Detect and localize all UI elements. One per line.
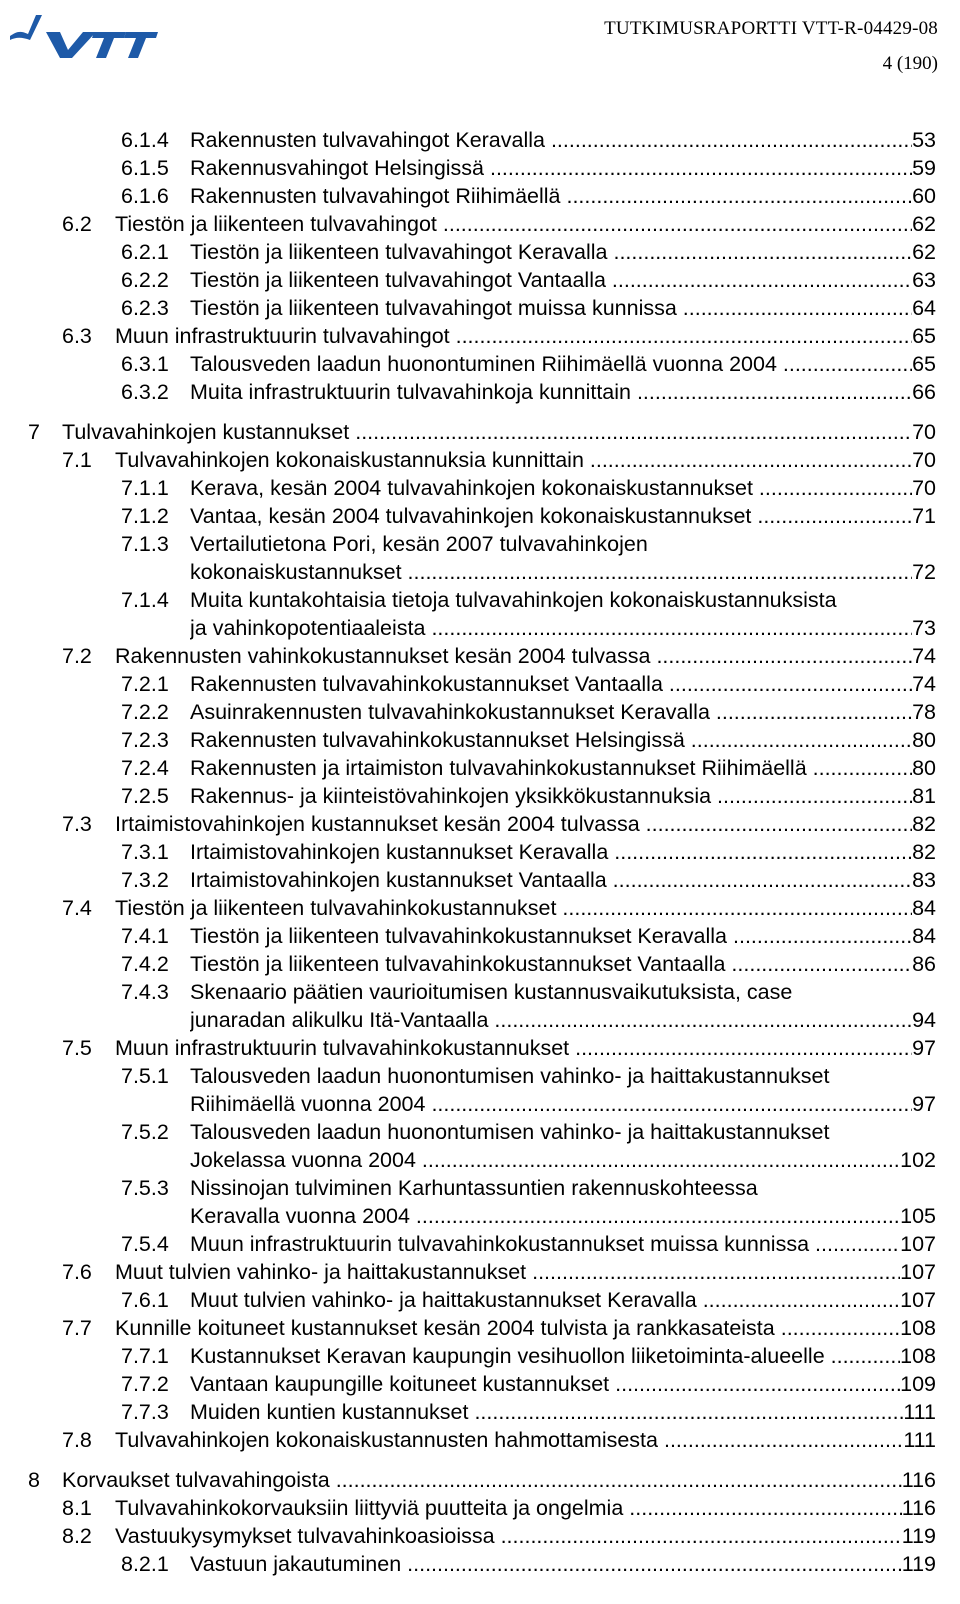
toc-entry-number: 7.6: [62, 1260, 92, 1284]
toc-entry-number: 7.2.2: [121, 700, 169, 724]
toc-entry-page: 102: [900, 1148, 936, 1172]
toc-entry[interactable]: [0, 950, 936, 978]
toc-entry-title-line1: Vertailutietona Pori, kesän 2007 tulvavahinkojen: [190, 532, 648, 556]
toc-entry[interactable]: [0, 838, 936, 866]
toc-entry-page: 83: [912, 868, 936, 892]
toc-entry-page: 86: [912, 952, 936, 976]
toc-entry-page: 105: [900, 1204, 936, 1228]
toc-entry[interactable]: [0, 810, 936, 838]
toc-entry-page: 70: [912, 420, 936, 444]
toc-entry-page: 72: [912, 560, 936, 584]
toc-entry-number: 8.1: [62, 1496, 92, 1520]
vtt-logo: [8, 10, 158, 60]
toc-entry-title: Tulvavahinkojen kokonaiskustannuksia kunnittain .....: [115, 446, 912, 474]
toc-entry-page: 107: [900, 1288, 936, 1312]
toc-entry-title: Tiestön ja liikenteen tulvavahingot .....: [115, 210, 912, 238]
toc-entry-page: 70: [912, 448, 936, 472]
toc-entry[interactable]: [0, 126, 936, 154]
toc-entry-number: 7.5.4: [121, 1232, 169, 1256]
toc-entry[interactable]: [0, 446, 936, 474]
toc-entry-continuation[interactable]: [0, 1090, 936, 1118]
toc-entry-number: 7.3.2: [121, 868, 169, 892]
toc-entry-title: Rakennusten vahinkokustannukset kesän 2004 tulvassa .....: [115, 642, 912, 670]
toc-entry[interactable]: [0, 1426, 936, 1454]
toc-entry[interactable]: [0, 530, 936, 558]
toc-entry-number: 6.2.2: [121, 268, 169, 292]
toc-entry-page: 84: [912, 924, 936, 948]
toc-entry-page: 94: [912, 1008, 936, 1032]
toc-entry-number: 7.2.3: [121, 728, 169, 752]
toc-entry-page: 65: [912, 324, 936, 348]
toc-entry[interactable]: [0, 502, 936, 530]
toc-entry-page: 82: [912, 840, 936, 864]
toc-entry[interactable]: [0, 1370, 936, 1398]
toc-entry-title: Irtaimistovahinkojen kustannukset Keravalla .....: [190, 838, 912, 866]
toc-entry-title: Tiestön ja liikenteen tulvavahingot muissa kunnissa .....: [190, 294, 912, 322]
toc-entry-title: Tulvavahinkojen kustannukset .....: [62, 418, 912, 446]
toc-entry-number: 7.2.1: [121, 672, 169, 696]
toc-entry-title: Muun infrastruktuurin tulvavahinkokustannukset muissa kunnissa .....: [190, 1230, 900, 1258]
toc-entry-page: 62: [912, 212, 936, 236]
toc-entry[interactable]: [0, 782, 936, 810]
toc-entry-title: Tiestön ja liikenteen tulvavahingot Vantaalla .....: [190, 266, 912, 294]
toc-entry-title-line1: Talousveden laadun huonontumisen vahinko- ja haittakustannukset: [190, 1064, 830, 1088]
toc-entry-title: Muun infrastruktuurin tulvavahingot .....: [115, 322, 912, 350]
toc-entry-title: Korvaukset tulvavahingoista .....: [62, 1466, 902, 1494]
page-number: 4 (190): [882, 53, 938, 74]
toc-entry-number: 7.7.2: [121, 1372, 169, 1396]
toc-entry-number: 7.8: [62, 1428, 92, 1452]
toc-entry-page: 62: [912, 240, 936, 264]
toc-entry-title: Tulvavahinkojen kokonaiskustannusten hahmottamisesta .....: [115, 1426, 903, 1454]
toc-entry[interactable]: [0, 698, 936, 726]
toc-entry[interactable]: [0, 978, 936, 1006]
toc-entry-title-line1: Talousveden laadun huonontumisen vahinko- ja haittakustannukset: [190, 1120, 830, 1144]
toc-entry-number: 6.2: [62, 212, 92, 236]
toc-entry-number: 7.5: [62, 1036, 92, 1060]
toc-entry-number: 7.7: [62, 1316, 92, 1340]
toc-entry-page: 53: [912, 128, 936, 152]
toc-entry-title: Tiestön ja liikenteen tulvavahingot Keravalla .....: [190, 238, 912, 266]
toc-entry-number: 7: [28, 420, 40, 444]
report-id: TUTKIMUSRAPORTTI VTT-R-04429-08: [604, 18, 938, 39]
toc-entry-title: Vastuun jakautuminen .....: [190, 1550, 902, 1578]
toc-entry[interactable]: [0, 670, 936, 698]
toc-entry-number: 6.1.6: [121, 184, 169, 208]
toc-entry[interactable]: [0, 418, 936, 446]
toc-entry-number: 7.1.2: [121, 504, 169, 528]
toc-entry-page: 107: [900, 1232, 936, 1256]
toc-entry-page: 66: [912, 380, 936, 404]
toc-entry-title: Kustannukset Keravan kaupungin vesihuollon liiketoiminta-alueelle .....: [190, 1342, 900, 1370]
toc-entry-page: 65: [912, 352, 936, 376]
toc-entry-page: 70: [912, 476, 936, 500]
toc-entry[interactable]: [0, 894, 936, 922]
toc-entry[interactable]: [0, 642, 936, 670]
toc-entry-number: 8.2.1: [121, 1552, 169, 1576]
toc-entry-title: Keravalla vuonna 2004 .....: [190, 1202, 900, 1230]
toc-entry-title: Irtaimistovahinkojen kustannukset kesän 2004 tulvassa .....: [115, 810, 912, 838]
toc-entry-title: Muut tulvien vahinko- ja haittakustannukset .....: [115, 1258, 900, 1286]
toc-entry-number: 7.4: [62, 896, 92, 920]
toc-entry-page: 111: [903, 1428, 936, 1452]
toc-entry[interactable]: [0, 350, 936, 378]
toc-entry[interactable]: [0, 1062, 936, 1090]
toc-entry[interactable]: [0, 1258, 936, 1286]
toc-entry-title: Muun infrastruktuurin tulvavahinkokustannukset .....: [115, 1034, 912, 1062]
toc-entry-title: Tiestön ja liikenteen tulvavahinkokustannukset Keravalla .....: [190, 922, 912, 950]
toc-entry-number: 7.1.1: [121, 476, 169, 500]
toc-entry-number: 7.1.3: [121, 532, 169, 556]
toc-entry-page: 97: [912, 1036, 936, 1060]
toc-entry-number: 6.3.2: [121, 380, 169, 404]
toc-entry-page: 63: [912, 268, 936, 292]
toc-entry-page: 116: [901, 1468, 936, 1492]
toc-entry[interactable]: [0, 182, 936, 210]
toc-entry-page: 80: [912, 728, 936, 752]
toc-entry-number: 7.2.5: [121, 784, 169, 808]
toc-entry-title: Vastuukysymykset tulvavahinkoasioissa .....: [115, 1522, 902, 1550]
toc-entry[interactable]: [0, 1230, 936, 1258]
toc-entry-page: 81: [912, 784, 936, 808]
toc-entry-title: Jokelassa vuonna 2004 .....: [190, 1146, 900, 1174]
toc-entry-number: 7.1.4: [121, 588, 169, 612]
toc-entry-number: 7.5.2: [121, 1120, 169, 1144]
toc-entry-title: Rakennusten tulvavahingot Riihimäellä .....: [190, 182, 912, 210]
toc-entry-number: 7.3.1: [121, 840, 169, 864]
toc-entry-continuation[interactable]: [0, 1202, 936, 1230]
toc-entry-page: 119: [901, 1552, 936, 1576]
toc-entry[interactable]: [0, 1466, 936, 1494]
toc-entry[interactable]: [0, 1174, 936, 1202]
toc-entry[interactable]: [0, 1342, 936, 1370]
toc-entry[interactable]: [0, 210, 936, 238]
toc-entry-title: Vantaa, kesän 2004 tulvavahinkojen kokonaiskustannukset .....: [190, 502, 912, 530]
toc-entry-page: 73: [912, 616, 936, 640]
toc-entry-number: 6.2.1: [121, 240, 169, 264]
toc-entry-title: Rakennusten tulvavahingot Keravalla .....: [190, 126, 912, 154]
toc-entry-number: 7.1: [62, 448, 92, 472]
toc-entry-number: 6.3.1: [121, 352, 169, 376]
toc-entry-number: 6.3: [62, 324, 92, 348]
toc-entry[interactable]: [0, 754, 936, 782]
toc-entry-title: Riihimäellä vuonna 2004 .....: [190, 1090, 912, 1118]
toc-entry[interactable]: [0, 1314, 936, 1342]
toc-entry-number: 7.4.3: [121, 980, 169, 1004]
toc-entry-title: Rakennus- ja kiinteistövahinkojen yksikkökustannuksia .....: [190, 782, 912, 810]
toc-entry-title: Muiden kuntien kustannukset .....: [190, 1398, 903, 1426]
toc-entry[interactable]: [0, 322, 936, 350]
toc-entry-title: Irtaimistovahinkojen kustannukset Vantaalla .....: [190, 866, 912, 894]
toc-entry[interactable]: [0, 1494, 936, 1522]
toc-entry-number: 7.5.3: [121, 1176, 169, 1200]
toc-entry[interactable]: [0, 378, 936, 406]
toc-entry[interactable]: [0, 266, 936, 294]
toc-entry-title: Tulvavahinkokorvauksiin liittyviä puutteita ja ongelmia .....: [115, 1494, 902, 1522]
toc-entry-number: 8: [28, 1468, 40, 1492]
toc-entry-page: 108: [900, 1316, 936, 1340]
toc-entry-number: 7.3: [62, 812, 92, 836]
toc-entry-number: 6.2.3: [121, 296, 169, 320]
toc-entry-title-line1: Skenaario päätien vaurioitumisen kustannusvaikutuksista, case: [190, 980, 793, 1004]
toc-entry[interactable]: [0, 1118, 936, 1146]
toc-entry[interactable]: [0, 154, 936, 182]
toc-entry-page: 119: [901, 1524, 936, 1548]
toc-entry[interactable]: [0, 294, 936, 322]
toc-entry-page: 116: [901, 1496, 936, 1520]
toc-entry-title: Kunnille koituneet kustannukset kesän 2004 tulvista ja rankkasateista .....: [115, 1314, 900, 1342]
toc-entry[interactable]: [0, 1522, 936, 1550]
toc-entry-page: 80: [912, 756, 936, 780]
toc-entry-number: 7.2.4: [121, 756, 169, 780]
toc-entry-title: Asuinrakennusten tulvavahinkokustannukset Keravalla .....: [190, 698, 912, 726]
toc-entry-number: 8.2: [62, 1524, 92, 1548]
toc-entry-title-line1: Nissinojan tulviminen Karhuntassuntien rakennuskohteessa: [190, 1176, 758, 1200]
toc-entry[interactable]: [0, 586, 936, 614]
toc-entry-title: Kerava, kesän 2004 tulvavahinkojen kokonaiskustannukset .....: [190, 474, 912, 502]
toc-entry-page: 111: [903, 1400, 936, 1424]
toc-entry-page: 97: [912, 1092, 936, 1116]
toc-entry[interactable]: [0, 1286, 936, 1314]
toc-entry[interactable]: [0, 1550, 936, 1578]
toc-entry-title: kokonaiskustannukset .....: [190, 558, 912, 586]
toc-entry-continuation[interactable]: [0, 1006, 936, 1034]
toc-entry-page: 71: [912, 504, 936, 528]
toc-entry-number: 7.5.1: [121, 1064, 169, 1088]
toc-entry[interactable]: [0, 238, 936, 266]
table-of-contents: [0, 126, 960, 1578]
toc-entry[interactable]: [0, 866, 936, 894]
toc-entry-number: 7.4.1: [121, 924, 169, 948]
toc-entry-title: Rakennusvahingot Helsingissä .....: [190, 154, 912, 182]
toc-entry-number: 6.1.5: [121, 156, 169, 180]
toc-entry-number: 7.2: [62, 644, 92, 668]
toc-entry-page: 74: [912, 644, 936, 668]
toc-entry[interactable]: [0, 922, 936, 950]
toc-entry-page: 82: [912, 812, 936, 836]
toc-entry-title: Talousveden laadun huonontuminen Riihimäellä vuonna 2004 .....: [190, 350, 912, 378]
toc-entry-title: Tiestön ja liikenteen tulvavahinkokustannukset Vantaalla .....: [190, 950, 912, 978]
toc-entry-continuation[interactable]: [0, 614, 936, 642]
toc-entry-title: Rakennusten tulvavahinkokustannukset Vantaalla .....: [190, 670, 912, 698]
toc-entry-number: 7.6.1: [121, 1288, 169, 1312]
toc-entry-page: 107: [900, 1260, 936, 1284]
toc-entry-page: 108: [900, 1344, 936, 1368]
toc-entry-title: Tiestön ja liikenteen tulvavahinkokustannukset .....: [115, 894, 912, 922]
toc-entry-number: 7.7.1: [121, 1344, 169, 1368]
toc-entry-title: Muita infrastruktuurin tulvavahinkoja kunnittain .....: [190, 378, 912, 406]
toc-entry-title-line1: Muita kuntakohtaisia tietoja tulvavahinkojen kokonaiskustannuksista: [190, 588, 837, 612]
toc-entry-page: 78: [912, 700, 936, 724]
toc-entry-title: Muut tulvien vahinko- ja haittakustannukset Keravalla .....: [190, 1286, 900, 1314]
toc-entry-continuation[interactable]: [0, 558, 936, 586]
toc-entry[interactable]: [0, 474, 936, 502]
toc-entry-continuation[interactable]: [0, 1146, 936, 1174]
toc-entry-title: Rakennusten ja irtaimiston tulvavahinkokustannukset Riihimäellä .....: [190, 754, 912, 782]
toc-entry-page: 84: [912, 896, 936, 920]
toc-entry-title: Rakennusten tulvavahinkokustannukset Helsingissä .....: [190, 726, 912, 754]
toc-entry-number: 7.4.2: [121, 952, 169, 976]
toc-entry-page: 59: [912, 156, 936, 180]
toc-entry-title: ja vahinkopotentiaaleista .....: [190, 614, 912, 642]
toc-entry-page: 60: [912, 184, 936, 208]
toc-entry-number: 7.7.3: [121, 1400, 169, 1424]
toc-entry-page: 74: [912, 672, 936, 696]
toc-entry[interactable]: [0, 726, 936, 754]
toc-entry[interactable]: [0, 1034, 936, 1062]
toc-entry-number: 6.1.4: [121, 128, 169, 152]
toc-entry[interactable]: [0, 1398, 936, 1426]
toc-entry-page: 109: [900, 1372, 936, 1396]
toc-entry-title: Vantaan kaupungille koituneet kustannukset .....: [190, 1370, 900, 1398]
toc-entry-title: junaradan alikulku Itä-Vantaalla .....: [190, 1006, 912, 1034]
toc-entry-page: 64: [912, 296, 936, 320]
